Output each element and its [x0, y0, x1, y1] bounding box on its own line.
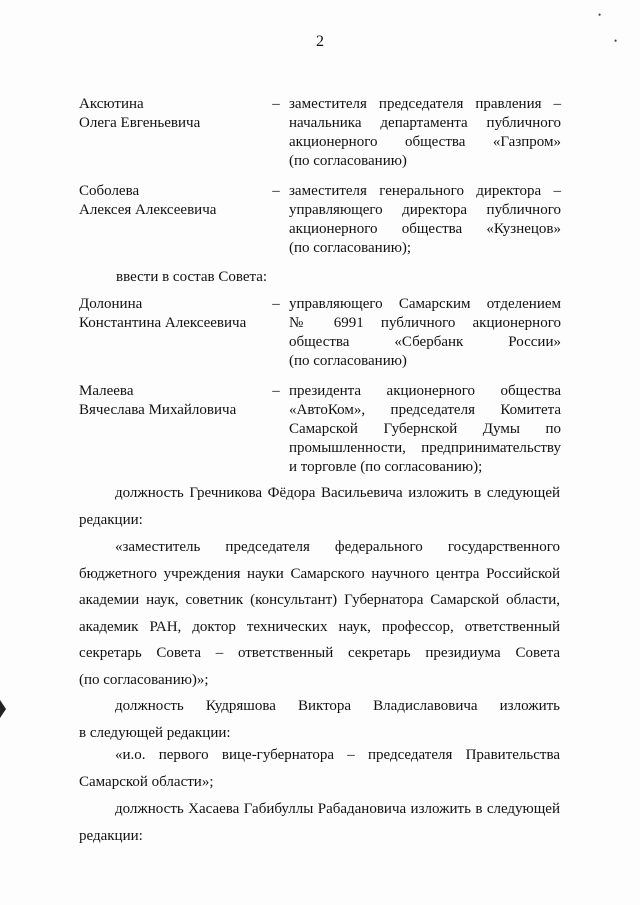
- intro-line: ввести в состав Совета:: [116, 269, 268, 285]
- position-line: (по согласованию): [289, 153, 407, 169]
- member-position: [289, 382, 561, 477]
- paragraph: [79, 693, 560, 746]
- member-position: [289, 295, 561, 371]
- position-line: Самарской Губернской Думы по: [289, 421, 561, 437]
- dash-separator: –: [272, 296, 280, 312]
- paragraph-line: Самарской области»;: [79, 773, 214, 790]
- position-line: заместителя генерального директора –: [289, 183, 561, 199]
- member-name-line: Соболева: [79, 183, 140, 199]
- paragraph: [79, 742, 560, 795]
- position-line: № 6991 публичного акционерного: [289, 315, 561, 331]
- member-name-line: Алексея Алексеевича: [79, 202, 217, 218]
- scan-dot-mark: •: [614, 36, 618, 46]
- paragraph: [79, 796, 560, 849]
- member-name-line: Долонина: [79, 296, 143, 312]
- paragraph: [79, 534, 560, 693]
- dash-separator: –: [272, 96, 280, 112]
- member-name-line: Малеева: [79, 383, 134, 399]
- position-line: акционерного общества «Кузнецов»: [289, 221, 561, 237]
- paragraph-line: в следующей редакции:: [79, 724, 231, 741]
- member-name: [79, 295, 269, 333]
- page-number: 2: [316, 33, 324, 50]
- member-name: [79, 182, 269, 220]
- position-line: президента акционерного общества: [289, 383, 561, 399]
- paragraph-line: редакции:: [79, 827, 143, 844]
- position-line: «АвтоКом», председателя Комитета: [289, 402, 561, 418]
- paragraph-line: должность Кудряшова Виктора Владиславовича изложить: [115, 698, 560, 714]
- paragraph-line: академии наук, советник (консультант) Губернатора Самарской области,: [79, 592, 560, 608]
- position-line: (по согласованию): [289, 353, 407, 369]
- member-name: [79, 382, 269, 420]
- member-position: [289, 95, 561, 171]
- position-line: управляющего директора публичного: [289, 202, 561, 218]
- paragraph-line: редакции:: [79, 511, 143, 528]
- member-position: [289, 182, 561, 258]
- position-line: акционерного общества «Газпром»: [289, 134, 561, 150]
- position-line: и торговле (по согласованию);: [289, 459, 483, 475]
- paragraph-line: секретарь Совета – ответственный секретарь президиума Совета: [79, 645, 560, 661]
- scan-dot-mark: •: [598, 10, 602, 20]
- member-name-line: Аксютина: [79, 96, 144, 112]
- position-line: заместителя председателя правления –: [289, 96, 561, 112]
- position-line: общества «Сбербанк России»: [289, 334, 561, 350]
- position-line: управляющего Самарским отделением: [289, 296, 561, 312]
- position-line: (по согласованию);: [289, 240, 412, 256]
- member-name-line: Олега Евгеньевича: [79, 115, 201, 131]
- member-name-line: Константина Алексеевича: [79, 315, 247, 331]
- paragraph-line: должность Хасаева Габибуллы Рабадановича изложить в следующей: [115, 801, 560, 817]
- paragraph: [79, 480, 560, 533]
- member-name: [79, 95, 269, 133]
- paragraph-line: бюджетного учреждения науки Самарского научного центра Российской: [79, 565, 560, 582]
- paragraph-line: должность Гречникова Фёдора Васильевича изложить в следующей: [115, 485, 560, 501]
- position-line: начальника департамента публичного: [289, 115, 561, 131]
- paragraph-line: (по согласованию)»;: [79, 671, 209, 688]
- binding-edge-mark: [0, 700, 6, 718]
- dash-separator: –: [272, 183, 280, 199]
- member-name-line: Вячеслава Михайловича: [79, 402, 237, 418]
- paragraph-line: «заместитель председателя федерального государственного: [115, 539, 560, 555]
- dash-separator: –: [272, 383, 280, 399]
- position-line: промышленности, предпринимательству: [289, 440, 561, 456]
- paragraph-line: академик РАН, доктор технических наук, профессор, ответственный: [79, 618, 560, 635]
- paragraph-line: «и.о. первого вице-губернатора – председателя Правительства: [115, 747, 560, 763]
